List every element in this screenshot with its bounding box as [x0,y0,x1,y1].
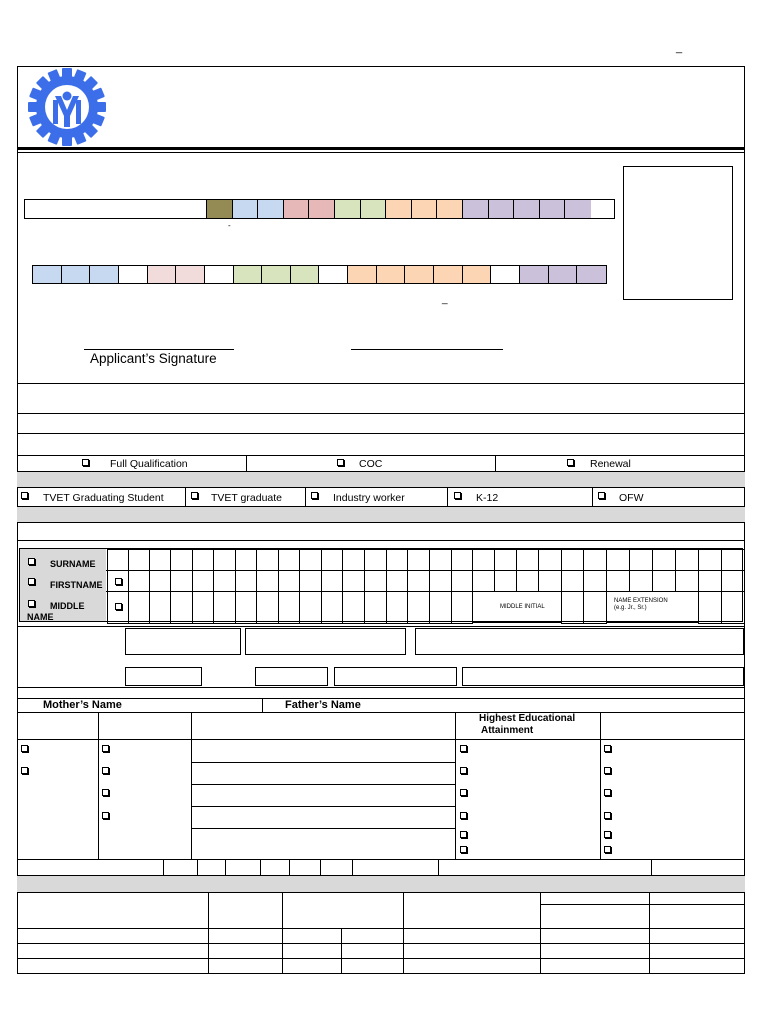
strip1-cell[interactable] [335,200,361,218]
applicant-signature-label: Applicant’s Signature [90,351,217,366]
middle-name-label-1: MIDDLE [50,601,85,611]
row-line [17,859,745,860]
name-letter-box[interactable] [364,591,387,624]
name-letter-box[interactable] [721,591,745,624]
name-letter-box[interactable] [278,591,300,624]
section-band [17,506,745,523]
strip2-cell[interactable] [205,266,234,283]
name-letter-box[interactable] [629,570,653,592]
name-letter-box[interactable] [583,570,607,592]
col-line [225,859,226,875]
name-letter-box[interactable] [652,570,676,592]
col-line [197,859,198,875]
name-letter-box[interactable] [583,591,607,624]
k12-checkbox[interactable] [454,492,461,499]
name-letter-box[interactable] [170,591,193,624]
name-letter-box[interactable] [561,570,584,592]
name-letter-box[interactable] [407,570,430,592]
strip2-cell[interactable] [90,266,119,283]
sex-checkbox-2[interactable] [21,767,28,774]
renewal-checkbox[interactable] [567,459,574,466]
name-letter-box[interactable] [494,549,517,571]
row-line [17,455,745,456]
address-box-2[interactable] [245,628,406,655]
tvet-graduating-label: TVET Graduating Student [43,492,164,504]
strip2-cell[interactable] [463,266,492,283]
name-letter-box[interactable] [235,591,257,624]
signature-line [84,349,234,350]
row-line [540,904,745,905]
name-letter-box[interactable] [299,570,322,592]
strip2-cell[interactable] [348,266,377,283]
name-letter-box[interactable] [149,549,171,571]
surname-checkbox[interactable] [28,558,35,565]
strip1-cell[interactable] [565,200,591,218]
name-letter-box[interactable] [386,549,408,571]
name-letter-box[interactable] [256,549,279,571]
employment-checkbox-6[interactable] [604,846,611,853]
middle-name-checkbox[interactable] [28,600,35,607]
name-letter-box[interactable] [364,549,387,571]
row-line [17,383,745,384]
strip2-cell[interactable] [33,266,62,283]
row-line [17,928,745,929]
info-box-4[interactable] [462,667,744,686]
strip2-cell[interactable] [549,266,578,283]
strip2-cell[interactable] [62,266,91,283]
civil-status-checkbox-3[interactable] [102,789,109,796]
name-letter-box[interactable] [386,570,408,592]
name-letter-box[interactable] [386,591,408,624]
industry-worker-label: Industry worker [333,492,405,504]
col-line [163,859,164,875]
row-line [17,413,745,414]
name-letter-box[interactable] [128,591,150,624]
name-letter-box[interactable] [149,570,171,592]
full-qualification-checkbox[interactable] [82,459,89,466]
name-letter-box[interactable] [107,549,129,571]
name-letter-box[interactable] [407,591,430,624]
uli-strip[interactable] [32,265,607,284]
name-letter-box[interactable] [429,591,452,624]
info-box-1[interactable] [125,667,202,686]
date-line [351,349,503,350]
col-line [282,893,283,974]
name-letter-box[interactable] [516,570,539,592]
strip1-cell[interactable] [25,200,207,218]
education-checkbox-3[interactable] [460,789,467,796]
strip1-cell[interactable] [540,200,566,218]
k12-label: K-12 [476,492,499,504]
ofw-checkbox[interactable] [598,492,605,499]
tvet-graduating-checkbox[interactable] [21,492,28,499]
name-letter-box[interactable] [321,570,343,592]
name-letter-box[interactable] [494,570,517,592]
col-line [262,698,263,712]
top-mark: _ [676,42,683,54]
strip2-cell[interactable] [291,266,320,283]
coc-label: COC [359,458,383,470]
strip1-cell[interactable] [284,200,310,218]
strip2-mark: _ [442,294,448,305]
name-letter-box[interactable] [128,570,150,592]
education-checkbox-1[interactable] [460,745,467,752]
row-line [17,433,745,434]
civil-status-checkbox-1[interactable] [102,745,109,752]
row-line [17,958,745,959]
name-letter-box[interactable] [149,591,171,624]
col-line [651,859,652,875]
civil-status-checkbox-2[interactable] [102,767,109,774]
header-divider [17,147,745,150]
firstname-checkbox[interactable] [28,578,35,585]
col-line [208,893,209,974]
name-letter-box[interactable] [213,570,236,592]
name-letter-box[interactable] [342,591,365,624]
col-line [185,488,186,506]
header-divider-thin [17,152,745,153]
name-letter-box[interactable] [606,570,630,592]
name-letter-box[interactable] [451,549,473,571]
col-line [592,488,593,506]
name-letter-box[interactable] [472,549,495,571]
ofw-label: OFW [619,492,644,504]
col-line [438,859,439,875]
col-line [246,455,247,471]
name-letter-box[interactable] [278,570,300,592]
row-line [17,739,745,740]
info-box-2[interactable] [255,667,328,686]
col-line [455,712,456,860]
education-checkbox-6[interactable] [460,846,467,853]
firstname-label: FIRSTNAME [50,580,103,590]
col-line [540,893,541,974]
strip1-cell[interactable] [361,200,387,218]
education-header-1: Highest Educational [479,713,576,724]
name-letter-box[interactable] [192,549,214,571]
strip1-cell[interactable] [233,200,259,218]
address-box-1[interactable] [125,628,241,655]
col-line [98,712,99,860]
col-line [600,712,601,860]
strip2-cell[interactable] [262,266,291,283]
row-line [17,943,745,944]
civil-status-checkbox-4[interactable] [102,812,109,819]
name-letter-box[interactable] [213,591,236,624]
gear-logo-icon [25,66,109,148]
name-letter-box[interactable] [629,549,653,571]
strip2-cell[interactable] [491,266,520,283]
mother-name-label: Mother’s Name [43,699,122,711]
strip2-cell[interactable] [520,266,549,283]
name-letter-box[interactable] [675,570,699,592]
surname-label: SURNAME [50,559,96,569]
row-line [17,698,745,699]
address-box-3[interactable] [415,628,744,655]
name-letter-box[interactable] [342,570,365,592]
col-line [320,859,321,875]
name-letter-box[interactable] [299,591,322,624]
photo-box[interactable] [623,166,733,300]
industry-worker-checkbox[interactable] [311,492,318,499]
row-line [17,540,745,541]
name-letter-box[interactable] [321,591,343,624]
col-line [191,712,192,860]
name-letter-box[interactable] [721,549,745,571]
employment-checkbox-1[interactable] [604,745,611,752]
name-letter-box[interactable] [516,549,539,571]
strip1-cell[interactable] [463,200,489,218]
name-letter-box[interactable] [128,549,150,571]
tvet-graduate-label: TVET graduate [211,492,283,504]
name-letter-box[interactable] [652,549,676,571]
strip1-cell[interactable] [258,200,284,218]
strip1-cell[interactable] [437,200,463,218]
coc-checkbox[interactable] [337,459,344,466]
name-letter-box[interactable] [299,549,322,571]
strip2-cell[interactable] [320,266,349,283]
name-letter-box[interactable] [256,570,279,592]
name-letter-box[interactable] [429,549,452,571]
strip1-cell[interactable] [489,200,515,218]
reference-number-strip[interactable] [24,199,615,219]
name-letter-box[interactable] [235,570,257,592]
strip1-cell[interactable] [386,200,412,218]
name-letter-box[interactable] [364,570,387,592]
col-line [495,455,496,471]
education-checkbox-4[interactable] [460,812,467,819]
full-qualification-label: Full Qualification [110,458,188,470]
name-letter-box[interactable] [278,549,300,571]
strip2-cell[interactable] [405,266,434,283]
col-line [305,488,306,506]
col-line [352,859,353,875]
middle-option-checkbox[interactable] [115,603,122,610]
name-letter-box[interactable] [256,591,279,624]
employment-checkbox-2[interactable] [604,767,611,774]
name-letter-box[interactable] [342,549,365,571]
name-letter-box[interactable] [538,570,562,592]
info-box-3[interactable] [334,667,457,686]
strip2-cell[interactable] [377,266,406,283]
name-letter-box[interactable] [698,549,722,571]
name-letter-box[interactable] [170,570,193,592]
row-line [17,712,745,713]
row-line [17,626,745,627]
name-letter-box[interactable] [429,570,452,592]
name-letter-box[interactable] [606,549,630,571]
name-letter-box[interactable] [451,591,473,624]
section-band [17,875,745,893]
row-line [191,828,455,829]
col-line [447,488,448,506]
strip2-cell[interactable] [119,266,148,283]
name-letter-box[interactable] [721,570,745,592]
strip2-cell[interactable] [577,266,606,283]
strip1-cell[interactable] [207,200,233,218]
name-letter-box[interactable] [472,570,495,592]
name-letter-box[interactable] [698,591,722,624]
name-letter-box[interactable] [561,591,584,624]
strip2-cell[interactable] [176,266,205,283]
col-line [260,859,261,875]
middle-name-label-2: NAME [27,612,54,622]
col-line [341,928,342,974]
education-checkbox-2[interactable] [460,767,467,774]
name-letter-box[interactable] [235,549,257,571]
name-extension-label-2: (e.g. Jr., Sr.) [614,605,647,611]
col-line [649,893,650,974]
row-line [191,762,455,763]
col-line [289,859,290,875]
name-letter-box[interactable] [698,570,722,592]
name-letter-box[interactable] [192,591,214,624]
name-letter-box[interactable] [451,570,473,592]
education-checkbox-5[interactable] [460,831,467,838]
middle-initial-label: MIDDLE INITIAL [500,604,545,610]
section-band [17,471,745,488]
logo [25,66,109,148]
education-header-2: Attainment [481,725,534,736]
strip1-cell[interactable] [412,200,438,218]
name-letter-box[interactable] [583,549,607,571]
row-line [17,687,745,688]
strip2-cell[interactable] [148,266,177,283]
name-letter-box[interactable] [538,549,562,571]
strip2-cell[interactable] [434,266,463,283]
employment-checkbox-5[interactable] [604,831,611,838]
name-extension-label-1: NAME EXTENSION [614,598,668,604]
employment-checkbox-4[interactable] [604,812,611,819]
employment-checkbox-3[interactable] [604,789,611,796]
name-letter-box[interactable] [561,549,584,571]
row-line [191,806,455,807]
name-letter-box[interactable] [170,549,193,571]
sex-checkbox-1[interactable] [21,745,28,752]
firstname-option-checkbox[interactable] [115,578,122,585]
row-line [191,784,455,785]
name-letter-box[interactable] [675,549,699,571]
col-line [403,893,404,974]
strip1-mark: - [228,221,231,230]
father-name-label: Father’s Name [285,699,361,711]
name-letter-box[interactable] [213,549,236,571]
strip2-cell[interactable] [234,266,263,283]
strip1-cell[interactable] [309,200,335,218]
renewal-label: Renewal [590,458,631,470]
name-letter-box[interactable] [321,549,343,571]
name-letter-box[interactable] [192,570,214,592]
name-letter-box[interactable] [407,549,430,571]
strip1-cell[interactable] [514,200,540,218]
tvet-graduate-checkbox[interactable] [191,492,198,499]
